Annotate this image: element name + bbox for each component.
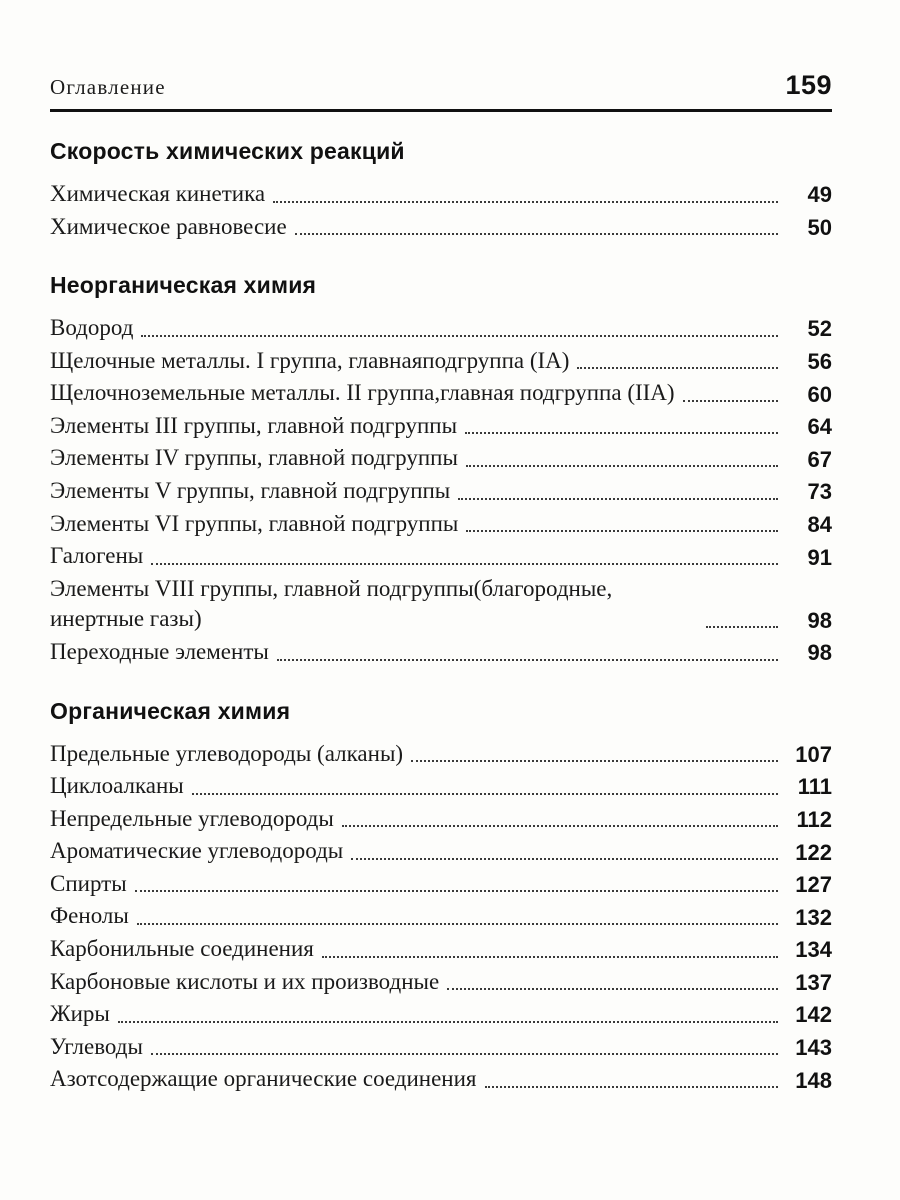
toc-entry-page-number: 84 [807, 511, 832, 537]
toc-entry-title-wrap [50, 313, 133, 344]
toc-entry-title-wrap [50, 901, 129, 932]
toc-entry-title-wrap [50, 804, 334, 835]
toc-entry-title-wrap [50, 476, 450, 507]
toc-entry-title: Элементы III группы, главной подгруппы [50, 412, 458, 438]
dot-leader [458, 497, 778, 500]
toc-entry[interactable] [50, 1064, 832, 1095]
toc-entry-title-wrap [50, 509, 458, 540]
toc-entry[interactable] [50, 771, 832, 802]
toc-entry[interactable] [50, 967, 832, 998]
toc-entry-title-wrap [50, 179, 265, 210]
toc-entry-page-number: 134 [795, 937, 832, 963]
dot-leader [447, 987, 778, 990]
toc-entry[interactable] [50, 346, 832, 377]
dot-leader [295, 232, 778, 235]
toc-entry-page-number: 67 [807, 446, 832, 472]
toc-entry-title-wrap [50, 836, 343, 867]
toc-entry-title: Азотсодержащие органические соединения [50, 1066, 477, 1092]
toc-entry[interactable] [50, 313, 832, 344]
dot-leader [141, 334, 778, 337]
dot-leader [485, 1085, 779, 1088]
toc-entry-title: Элементы VI группы, главной подгруппы [50, 510, 459, 536]
toc-entry-title-continued: (благородные, инертные газы) [50, 575, 613, 632]
dot-leader [151, 1052, 778, 1055]
toc-entry-title: Углеводы [50, 1033, 143, 1059]
dot-leader [577, 366, 778, 369]
page-content [50, 70, 832, 1097]
toc-entry-title-wrap [50, 1064, 477, 1095]
toc-entry[interactable] [50, 869, 832, 900]
toc-entry[interactable] [50, 509, 832, 540]
toc-entry[interactable] [50, 179, 832, 210]
toc-section-heading: Скорость химических реакций [50, 138, 405, 164]
toc-entry-page-number: 127 [795, 872, 832, 898]
toc-entry-title: Щелочные металлы. I группа, главная [50, 347, 423, 373]
dot-leader [342, 824, 778, 827]
toc-entry-title-wrap [50, 934, 314, 965]
dot-leader [192, 792, 778, 795]
toc-entry-title: Щелочноземельные металлы. II группа, [50, 380, 441, 406]
toc-entry-title: Жиры [50, 1001, 110, 1027]
toc-entry-title: Переходные элементы [50, 638, 269, 664]
toc-entry-page-number: 137 [795, 969, 832, 995]
dot-leader [273, 200, 778, 203]
dot-leader [411, 759, 778, 762]
toc-entry-title: Водород [50, 315, 134, 341]
toc-entry-title: Химическая кинетика [50, 181, 266, 206]
toc-entry[interactable] [50, 934, 832, 965]
toc-entry[interactable] [50, 574, 832, 635]
dot-leader [322, 955, 778, 958]
dot-leader [465, 431, 778, 434]
toc-entry[interactable] [50, 541, 832, 572]
dot-leader [118, 1020, 778, 1023]
toc-entry-title-wrap [50, 1032, 143, 1063]
table-of-contents [50, 138, 832, 1095]
toc-entry[interactable] [50, 901, 832, 932]
running-head [50, 70, 832, 109]
toc-entry[interactable] [50, 999, 832, 1030]
toc-entry-page-number: 143 [795, 1035, 832, 1061]
dot-leader [137, 922, 778, 925]
toc-entry[interactable] [50, 637, 832, 668]
toc-entry-title: Спирты [50, 870, 127, 896]
toc-entry-page-number: 64 [807, 414, 832, 440]
toc-entry-title: Непредельные углеводороды [50, 805, 334, 831]
toc-entry-title-continued: подгруппа (IA) [422, 347, 570, 373]
toc-entry-page-number: 52 [807, 316, 832, 342]
toc-section [50, 272, 832, 667]
dot-leader [151, 562, 778, 565]
toc-entry-page-number: 73 [807, 479, 832, 505]
toc-entry-title: Карбоновые кислоты и их производные [50, 968, 440, 994]
dot-leader [706, 625, 778, 628]
toc-section [50, 138, 832, 242]
toc-entry[interactable] [50, 212, 832, 243]
toc-entry-title-wrap [50, 378, 675, 409]
toc-entry-page-number: 98 [807, 607, 832, 633]
dot-leader [466, 464, 778, 467]
toc-entry[interactable] [50, 739, 832, 770]
dot-leader [466, 529, 778, 532]
toc-entry-page-number: 60 [807, 381, 832, 407]
running-head-title: Оглавление [50, 75, 166, 99]
toc-entry-title-wrap [50, 541, 143, 572]
toc-entry-title: Ароматические углеводороды [50, 838, 344, 864]
toc-entry-title-wrap [50, 869, 127, 900]
toc-entry-page-number: 111 [797, 774, 832, 800]
toc-entry-title-wrap [50, 574, 698, 635]
toc-entry-title-wrap [50, 771, 184, 802]
toc-section-heading: Неорганическая химия [50, 272, 317, 299]
toc-entry-title: Циклоалканы [50, 773, 184, 799]
toc-entry-page-number: 142 [795, 1002, 832, 1028]
toc-entry-page-number: 91 [807, 544, 832, 570]
toc-entry-title: Элементы VIII группы, главной подгруппы [50, 575, 474, 601]
toc-entry-title: Фенолы [50, 903, 129, 929]
toc-entry-page-number: 112 [796, 807, 832, 832]
toc-entry[interactable] [50, 804, 832, 835]
dot-leader [135, 889, 778, 892]
toc-entry-title-wrap [50, 212, 287, 243]
toc-entry-title: Предельные углеводороды (алканы) [50, 740, 404, 766]
toc-entry-title: Химическое равновесие [50, 213, 287, 239]
toc-entry[interactable] [50, 836, 832, 867]
toc-entry-page-number: 122 [795, 839, 832, 865]
dot-leader [683, 399, 778, 402]
toc-entry-title-wrap [50, 967, 439, 998]
toc-section [50, 698, 832, 1095]
toc-entry-title-wrap [50, 443, 458, 474]
toc-entry-page-number: 56 [807, 349, 832, 375]
toc-entry[interactable] [50, 378, 832, 409]
toc-entry[interactable] [50, 476, 832, 507]
toc-entry-title-wrap [50, 739, 403, 770]
toc-entry-page-number: 132 [795, 904, 832, 930]
toc-entry-title: Элементы V группы, главной подгруппы [50, 478, 451, 504]
toc-entry-title-continued: главная подгруппа (IIA) [440, 380, 675, 406]
toc-entry[interactable] [50, 443, 832, 474]
toc-entry-page-number: 107 [795, 741, 832, 767]
toc-entry-title-wrap [50, 637, 269, 668]
dot-leader [277, 658, 778, 661]
dot-leader [351, 857, 778, 860]
toc-entry-title: Карбонильные соединения [50, 935, 314, 961]
toc-entry-title-wrap [50, 411, 457, 442]
toc-entry-page-number: 50 [807, 214, 832, 240]
header-rule [50, 109, 832, 112]
toc-entry-title-wrap [50, 346, 569, 377]
toc-section-heading: Органическая химия [50, 697, 291, 724]
toc-entry-page-number: 49 [807, 182, 832, 208]
toc-entry[interactable] [50, 1032, 832, 1063]
toc-entry-page-number: 98 [807, 640, 832, 666]
toc-entry-page-number: 148 [795, 1067, 832, 1093]
toc-entry-title: Галогены [50, 543, 144, 569]
page-number: 159 [785, 70, 832, 100]
toc-entry-title: Элементы IV группы, главной подгруппы [50, 445, 458, 471]
toc-entry-title-wrap [50, 999, 110, 1030]
toc-entry[interactable] [50, 411, 832, 442]
